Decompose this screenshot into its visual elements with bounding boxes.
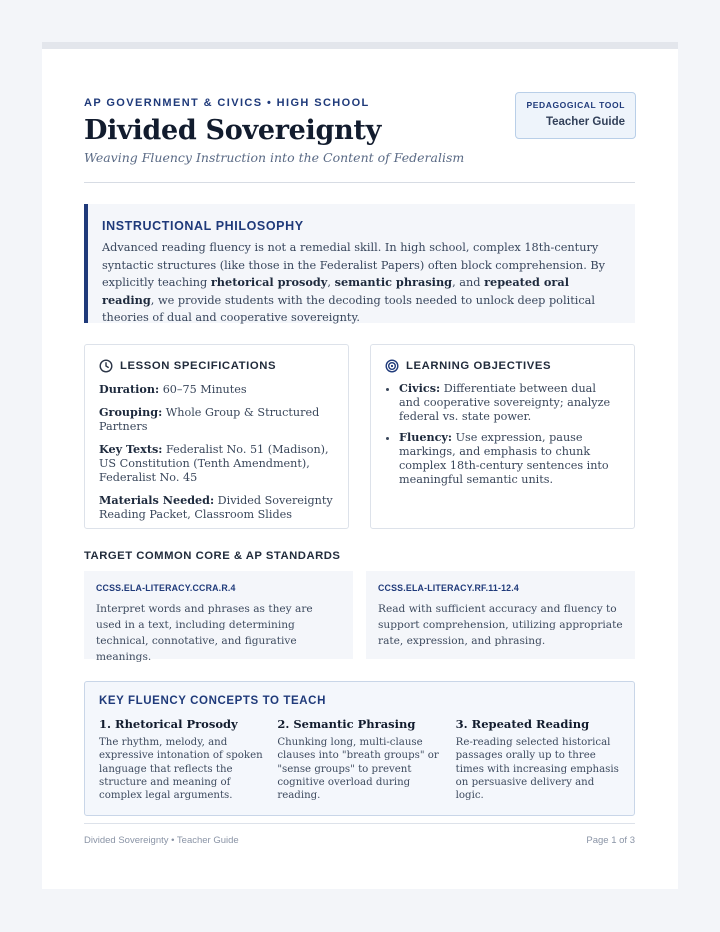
fluency-concepts-panel xyxy=(84,681,635,816)
concept-columns xyxy=(99,717,620,802)
footer-divider xyxy=(84,823,635,824)
philosophy-title: INSTRUCTIONAL PHILOSOPHY xyxy=(102,219,304,233)
objective-text: Use expression, pause markings, and emphasis to chunk complex 18th-century sentences into meaningful semantic units. xyxy=(399,431,609,486)
objective-label: Civics: xyxy=(399,381,441,395)
spec-item xyxy=(99,493,334,522)
philosophy-separator: , xyxy=(327,276,335,289)
objective-text: Differentiate between dual and cooperative sovereignty; analyze federal vs. state power. xyxy=(399,382,611,423)
term-semantic-phrasing: semantic phrasing xyxy=(334,275,453,289)
spec-label: Materials Needed: xyxy=(99,493,215,507)
standard-code: CCSS.ELA-LITERACY.CCRA.R.4 xyxy=(96,583,236,593)
page-subtitle: Weaving Fluency Instruction into the Content of Federalism xyxy=(84,150,465,165)
concept-text: The rhythm, melody, and expressive intonation of spoken language that reflects the structure and meaning of complex legal arguments. xyxy=(99,737,263,802)
spec-value: Federalist No. 51 (Madison), US Constitution (Tenth Amendment), Federalist No. 45 xyxy=(99,443,329,484)
badge-value: Teacher Guide xyxy=(545,116,625,128)
concept-item xyxy=(456,717,620,802)
document-page xyxy=(42,49,678,889)
objective-label: Fluency: xyxy=(399,430,453,444)
target-icon xyxy=(385,359,399,373)
standard-text: Interpret words and phrases as they are used in a text, including determining technical, connotative, and figurative meanings. xyxy=(96,603,313,663)
standard-code: CCSS.ELA-LITERACY.RF.11-12.4 xyxy=(378,583,520,593)
standard-card xyxy=(366,571,635,659)
concept-text: Re-reading selected historical passages orally up to three times with increasing emphasis on persuasive delivery and logic. xyxy=(455,737,619,802)
philosophy-callout xyxy=(84,204,635,323)
clock-icon xyxy=(99,359,113,373)
document-type-badge xyxy=(515,92,636,139)
spec-item xyxy=(99,382,334,397)
objectives-list xyxy=(385,381,620,487)
page-top-bar xyxy=(42,42,678,49)
lesson-specifications-header xyxy=(99,359,334,373)
philosophy-separator: , and xyxy=(452,276,485,289)
concept-title: 2. Semantic Phrasing xyxy=(277,717,416,731)
concept-text: Chunking long, multi-clause clauses into "breath groups" or "sense groups" to prevent cognitive overload during reading. xyxy=(277,737,439,802)
lesson-specifications-title: LESSON SPECIFICATIONS xyxy=(120,360,277,372)
page-title: Divided Sovereignty xyxy=(84,115,381,146)
standard-card xyxy=(84,571,353,663)
concept-item xyxy=(277,717,441,802)
footer-document-title: Divided Sovereignty • Teacher Guide xyxy=(84,835,239,846)
spec-value: Whole Group & Structured Partners xyxy=(99,406,320,433)
standards-heading: TARGET COMMON CORE & AP STANDARDS xyxy=(84,550,341,562)
philosophy-text-part: Advanced reading fluency is not a remedial skill. In high school, complex 18th-century syntactic structures (like those in the Federalist Papers) often block comprehension. By explicitly teaching xyxy=(102,241,606,289)
concept-title: 3. Repeated Reading xyxy=(455,717,590,731)
philosophy-text xyxy=(102,239,617,327)
learning-objectives-card xyxy=(370,344,635,529)
objective-item xyxy=(399,430,620,487)
fluency-concepts-title: KEY FLUENCY CONCEPTS TO TEACH xyxy=(99,695,326,707)
spec-value: 60–75 Minutes xyxy=(162,383,247,396)
philosophy-text-part: , we provide students with the decoding tools needed to unlock deep political theories of dual and cooperative sovereignty. xyxy=(102,293,596,324)
learning-objectives-title: LEARNING OBJECTIVES xyxy=(406,360,552,372)
learning-objectives-header xyxy=(385,359,620,373)
header-divider xyxy=(84,182,635,183)
term-rhetorical-prosody: rhetorical prosody xyxy=(210,275,328,289)
spec-label: Key Texts: xyxy=(99,442,163,456)
page-number: Page 1 of 3 xyxy=(586,835,635,846)
spec-label: Grouping: xyxy=(99,405,163,419)
standard-text: Read with sufficient accuracy and fluency to support comprehension, utilizing appropriate rate, expression, and phrasing. xyxy=(378,603,623,647)
term-repeated-oral-reading: repeated oral reading xyxy=(102,275,569,307)
concept-title: 1. Rhetorical Prosody xyxy=(99,717,238,731)
concept-item xyxy=(99,717,263,802)
objective-item xyxy=(399,381,620,424)
spec-item xyxy=(99,442,334,485)
course-eyebrow: AP GOVERNMENT & CIVICS • HIGH SCHOOL xyxy=(84,97,370,109)
badge-label: PEDAGOGICAL TOOL xyxy=(526,100,625,110)
spec-item xyxy=(99,405,334,434)
spec-value: Divided Sovereignty Reading Packet, Classroom Slides xyxy=(99,494,333,521)
spec-label: Duration: xyxy=(99,382,160,396)
lesson-specifications-card xyxy=(84,344,349,529)
